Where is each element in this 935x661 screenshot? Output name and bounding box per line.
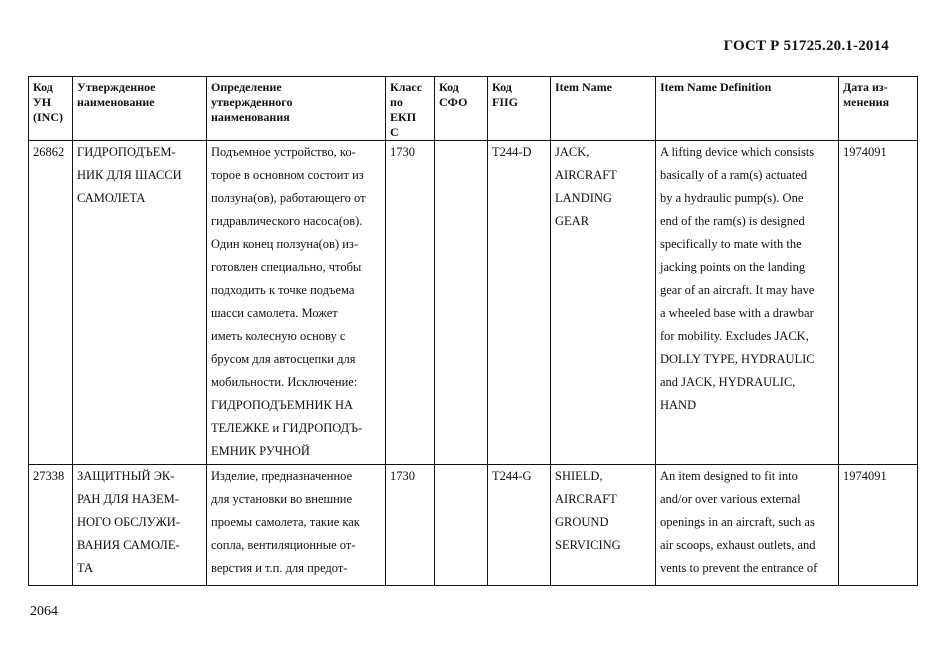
document-code: ГОСТ Р 51725.20.1-2014 (723, 38, 889, 54)
header-item-name: Item Name (551, 77, 656, 141)
table-row (29, 141, 918, 465)
cell-fiig-code: T244-G (488, 465, 551, 586)
cell-approved-name: ГИДРОПОДЪЕМ- НИК ДЛЯ ШАССИ САМОЛЕТА (73, 141, 207, 465)
cell-code: 27338 (29, 465, 73, 586)
cell-approved-name: ЗАЩИТНЫЙ ЭК- РАН ДЛЯ НАЗЕМ- НОГО ОБСЛУЖИ- ВАНИЯ САМОЛЕ- ТА (73, 465, 207, 586)
cell-class: 1730 (386, 465, 435, 586)
page-number: 2064 (30, 604, 58, 619)
cell-item-name-definition: An item designed to fit into and/or over various external openings in an aircraft, such as air scoops, exhaust outlets, and vents to prevent the entrance of (656, 465, 839, 586)
cell-definition: Подъемное устройство, ко- торое в основном состоит из ползуна(ов), работающего от гидравлического насоса(ов). Один конец ползуна(ов) из- готовлен специально, чтобы подходить к точке подъема шасси самолета. Может иметь колесную основу с брусом для автосцепки для мобильности. Исключение: ГИДРОПОДЪЕМНИК НА ТЕЛЕЖКЕ и ГИДРОПОДЪ- ЕМНИК РУЧНОЙ (207, 141, 386, 465)
header-approved-name: Утвержденное наименование (73, 77, 207, 141)
cell-fiig-code: T244-D (488, 141, 551, 465)
table-header-row (29, 77, 918, 141)
cell-class: 1730 (386, 141, 435, 465)
cell-change-date: 1974091 (839, 465, 918, 586)
cell-sfo-code (435, 465, 488, 586)
cell-item-name: SHIELD, AIRCRAFT GROUND SERVICING (551, 465, 656, 586)
cell-item-name: JACK, AIRCRAFT LANDING GEAR (551, 141, 656, 465)
header-class: Класс по ЕКП С (386, 77, 435, 141)
cell-definition: Изделие, предназначенное для установки во внешние проемы самолета, такие как сопла, вентиляционные от- верстия и т.п. для предот- (207, 465, 386, 586)
header-code-inc: Код УН (INC) (29, 77, 73, 141)
table-row (29, 465, 918, 586)
cell-sfo-code (435, 141, 488, 465)
header-fiig-code: Код FIIG (488, 77, 551, 141)
cell-item-name-definition: A lifting device which consists basically of a ram(s) actuated by a hydraulic pump(s). One end of the ram(s) is designed specifically to mate with the jacking points on the landing gear of an aircraft. It may have a wheeled base with a drawbar for mobility. Excludes JACK, DOLLY TYPE, HYDRAULIC and JACK, HYDRAULIC, HAND (656, 141, 839, 465)
header-sfo-code: Код СФО (435, 77, 488, 141)
cell-change-date: 1974091 (839, 141, 918, 465)
spec-table (28, 76, 918, 586)
cell-code: 26862 (29, 141, 73, 465)
header-item-name-definition: Item Name Definition (656, 77, 839, 141)
header-change-date: Дата из- менения (839, 77, 918, 141)
header-definition: Определение утвержденного наименования (207, 77, 386, 141)
